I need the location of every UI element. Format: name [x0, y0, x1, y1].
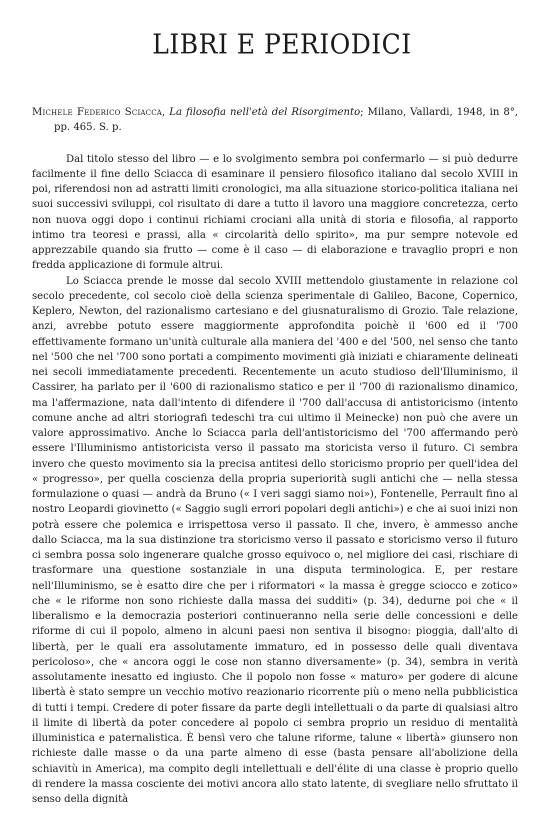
review-body — [32, 152, 518, 808]
book-citation — [32, 105, 518, 136]
document-page — [32, 30, 518, 807]
citation-author: Michele Federico Sciacca — [32, 107, 163, 118]
review-paragraph-2: Lo Sciacca prende le mosse dal secolo XVIII mettendolo giustamente in relazione col secolo precedente, col secolo cioè della scienza sperimentale di Galileo, Bacone, Copernico, Keplero, Newton, del razionalismo cartesiano e del giusnaturalismo di Grozio. Tale relazione, anzi, avrebbe potuto essere maggiormente approfondita poichè il '600 ed il '700 effettivamente formano un'unità culturale alla maniera del '400 e del '500, nel senso che tanto nel '500 che nel '700 sono portati a compimento movimenti già iniziati e chiaramente delineati nei secoli immediatamente precedenti. Recentemente un acuto studioso dell'Illuminismo, il Cassirer, ha parlato per il '600 di razionalismo statico e per il '700 di razionalismo dinamico, ma l'affermazione, nata dall'intento di difendere il '700 dall'accusa di antistoricismo (intento comune anche ad altri storiografi tedeschi tra cui ultimo il Meinecke) non può che avere un valore approssimativo. Anche lo Sciacca parla dell'antistoricismo del '700 affermando però essere l'Illuminismo antistoricista verso il passato ma storicista verso il futuro. Ci sembra invero che questo movimento sia la precisa antitesi dello storicismo proprio per quell'idea del « progresso», per quella coscienza della propria superiorità sugli antichi che — nella stessa formulazione o quasi — andrà da Bruno (« I veri saggi siamo noi»), Fontenelle, Perrault fino al nostro Leopardi giovinetto (« Saggio sugli errori popolari degli antichi») e che ai suoi inizi non potrà essere che polemica e irrispettosa verso il passato. Il che, invero, è ammesso anche dallo Sciacca, ma la sua distinzione tra storicismo verso il passato e storicismo verso il futuro ci sembra possa solo ingenerare qualche grosso equivoco o, nel migliore dei casi, rischiare di trasformare una questione sostanziale in una disputa terminologica. E, per restare nell'Illuminismo, se è esatto dire che per i riformatori « la massa è gregge sciocco e zotico» che « le riforme non sono richieste dalla massa dei sudditi» (p. 34), dedurne poi che « il liberalismo e la democrazia posteriori continueranno nella serie delle concessioni e delle riforme di cui il popolo, almeno in alcuni paesi non sentiva il bisogno: pioggia, dall'alto di libertà, per le quali era assolutamente immaturo, ed in possesso delle quali diventava pericoloso», che « ancora oggi le cose non stanno diversamente» (p. 34), sembra in verità assolutamente inesatto ed ingiusto. Che il popolo non fosse « maturo» per godere di alcune libertà è stato sempre un vecchio motivo reazionario ricorrente più o meno nella pubblicistica di tutti i tempi. Credere di poter fissare da parte degli intellettuali o da parte di qualsiasi altro il limite di libertà da poter concedere al popolo ci sembra proprio un residuo di mentalità illuministica e paternalistica. È bensì vero che talune riforme, talune « libertà» giunsero non richieste dalle masse o da una parte almeno di esse (basta pensare all'abolizione della schiavitù in America), ma compito degli intellettuali e dell'élite di una classe è proprio quello di rendere la massa cosciente dei motivi ancora allo stato latente, di svegliare nello sfruttato il senso della dignità — [32, 275, 518, 806]
citation-publication: ; Milano, Vallardi, 1948, in 8°, pp. 465. S. p. — [54, 107, 518, 134]
citation-title: La filosofia nell'età del Risorgimento — [169, 107, 361, 118]
citation-separator: , — [162, 107, 170, 118]
review-paragraph-1: Dal titolo stesso del libro — e lo svolgimento sembra poi confermarlo — si può dedurre facilmente il fine dello Sciacca di esaminare il pensiero filosofico italiano dal secolo XVIII in poi, riferendosi non ad astratti limiti cronologici, ma alla situazione storico-politica italiana nei suoi successivi sviluppi, col risultato di dare a tutto il lavoro una maggiore concretezza, certo non nuova oggi dopo i continui richiami crociani alla unità di storia e filosofia, al rapporto intimo tra teoresi e prassi, alla « circolarità dello spirito», ma pur sempre notevole ed apprezzabile quando sia frutto — come è il caso — di elaborazione e travaglio propri e non fredda applicazione di formule altrui. — [32, 153, 518, 272]
section-title: LIBRI E PERIODICI — [152, 28, 412, 61]
